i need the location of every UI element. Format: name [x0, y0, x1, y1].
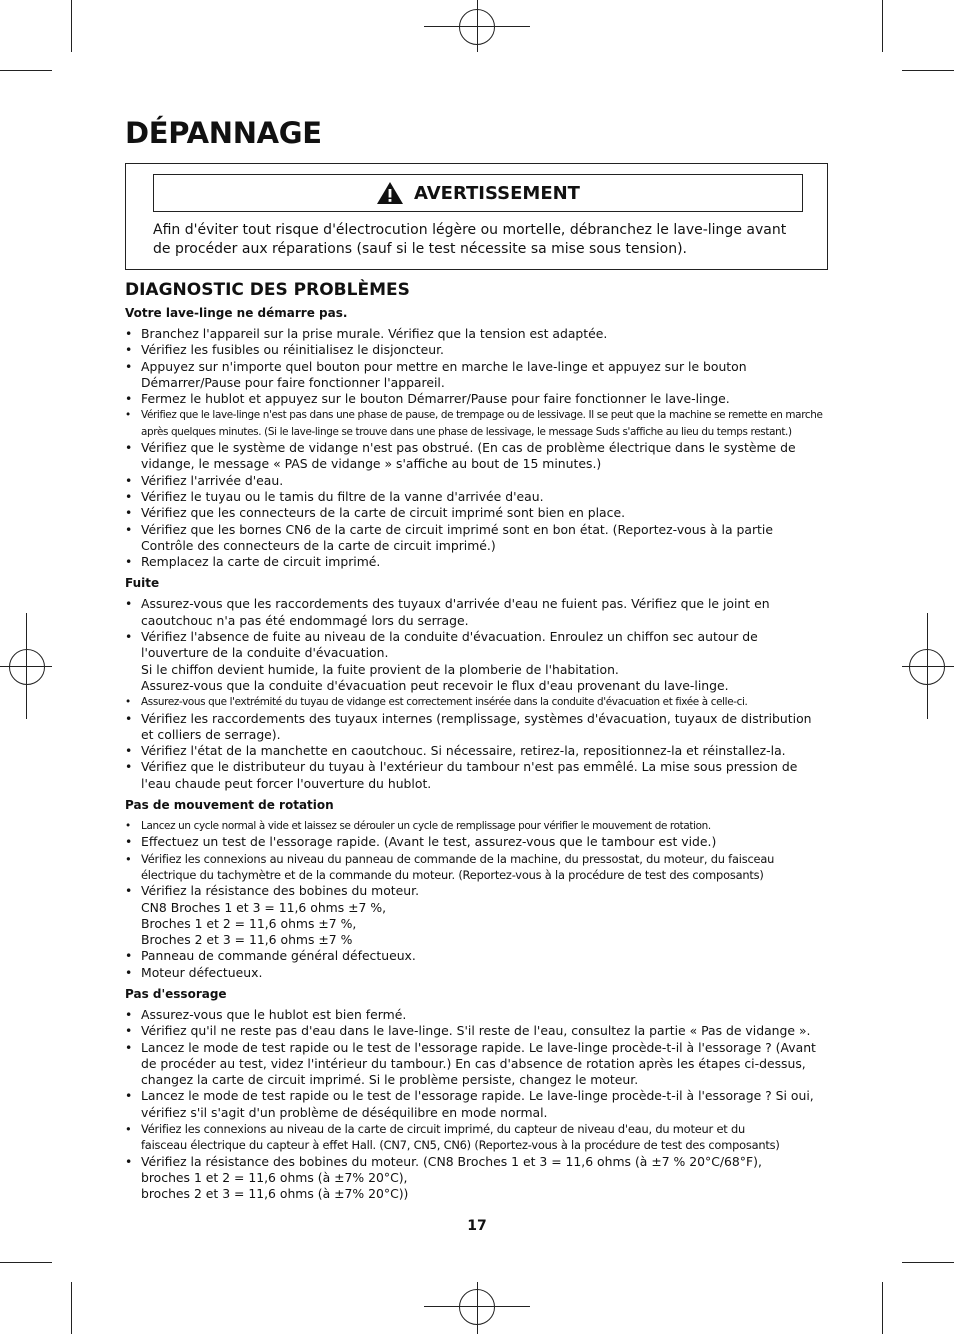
list-item: • Appuyez sur n'importe quel bouton pour mettre en marche le lave-linge et appuyez sur le bouton Démarrer/Pause pour faire fonctionner l'appareil. — [125, 359, 830, 392]
list-item: • Lancez un cycle normal à vide et laissez se dérouler un cycle de remplissage pour vérifier le mouvement de rotation. — [125, 818, 830, 834]
list-item: • Assurez-vous que les raccordements des tuyaux d'arrivée d'eau ne fuient pas. Vérifiez que le joint en caoutchouc n'a pas été endommagé lors du serrage. — [125, 596, 830, 629]
list-item: • Remplacez la carte de circuit imprimé. — [125, 554, 830, 570]
bullet-list — [125, 818, 830, 981]
list-item: • Vérifiez que le distributeur du tuyau à l'extérieur du tambour n'est pas emmêlé. La mise sous pression de l'eau chaude peut forcer l'ouverture du hublot. — [125, 759, 830, 792]
list-item: • Vérifiez que les connecteurs de la carte de circuit imprimé sont bien en place. — [125, 505, 830, 521]
list-item: • Moteur défectueux. — [125, 965, 830, 981]
list-item: • Lancez le mode de test rapide ou le test de l'essorage rapide. Le lave-linge procède-t-il à l'essorage ? (Avant de procéder au test, videz l'intérieur du tambour.) En cas d'absence de rotation après les étapes ci-dessus, changez la carte de circuit imprimé. Si le problème persiste, changez le moteur. — [125, 1040, 830, 1089]
warning-box — [125, 163, 828, 270]
bullet-list — [125, 1007, 830, 1203]
list-item: • Vérifiez la résistance des bobines du moteur. (CN8 Broches 1 et 3 = 11,6 ohms (à ±7 % 20°C/68°F), broches 1 et 2 = 11,6 ohms (à ±7% 20°C), broches 2 et 3 = 11,6 ohms (à ±7% 20°C)) — [125, 1154, 830, 1203]
bullet-list — [125, 596, 830, 792]
list-item: • Vérifiez la résistance des bobines du moteur. CN8 Broches 1 et 3 = 11,6 ohms ±7 %, Broches 1 et 2 = 11,6 ohms ±7 %, Broches 2 et 3 = 11,6 ohms ±7 % — [125, 883, 830, 948]
group-heading: Votre lave-linge ne démarre pas. — [125, 306, 348, 320]
list-item: • Assurez-vous que l'extrémité du tuyau de vidange est correctement insérée dans la conduite d'évacuation et fixée à celle-ci. — [125, 694, 830, 710]
list-item: • Assurez-vous que le hublot est bien fermé. — [125, 1007, 830, 1023]
list-item: • Vérifiez l'état de la manchette en caoutchouc. Si nécessaire, retirez-la, repositionnez-la et réinstallez-la. — [125, 743, 830, 759]
list-item: • Lancez le mode de test rapide ou le test de l'essorage rapide. Le lave-linge procède-t-il à l'essorage ? Si oui, vérifiez s'il s'agit d'un problème de déséquilibre en mode normal. — [125, 1088, 830, 1121]
warning-label: AVERTISSEMENT — [414, 182, 580, 204]
list-item: • Vérifiez qu'il ne reste pas d'eau dans le lave-linge. S'il reste de l'eau, consultez la partie « Pas de vidange ». — [125, 1023, 830, 1039]
list-item: • Vérifiez les connexions au niveau de la carte de circuit imprimé, du capteur de niveau d'eau, du moteur et du faisceau électrique du capteur à effet Hall. (CN7, CN5, CN6) (Reportez-vous à la procédure de test des composants) — [125, 1121, 830, 1154]
group-heading: Fuite — [125, 576, 160, 591]
group-heading: Pas de mouvement de rotation — [125, 798, 334, 813]
warning-header — [153, 174, 803, 212]
list-item: • Vérifiez les fusibles ou réinitialisez le disjoncteur. — [125, 342, 830, 358]
list-item: • Panneau de commande général défectueux. — [125, 948, 830, 964]
troubleshooting-content — [125, 305, 830, 1208]
list-item: • Vérifiez l'absence de fuite au niveau de la conduite d'évacuation. Enroulez un chiffon sec autour de l'ouverture de la conduite d'évacuation. Si le chiffon devient humide, la fuite provient de la plomberie de l'habitation. Assurez-vous que la conduite d'évacuation peut recevoir le flux d'eau provenant du lave-linge. — [125, 629, 830, 694]
warning-triangle-icon — [376, 181, 404, 205]
list-item: • Branchez l'appareil sur la prise murale. Vérifiez que la tension est adaptée. — [125, 326, 830, 342]
list-item: • Vérifiez que le lave-linge n'est pas dans une phase de pause, de trempage ou de lessivage. Il se peut que la machine se remette en marche après quelques minutes. (Si le lave-linge se trouve dans une phase de lessivage, le message Suds s'affiche au lieu du temps restant.) — [125, 407, 830, 440]
list-item: • Vérifiez les raccordements des tuyaux internes (remplissage, systèmes d'évacuation, tuyaux de distribution et colliers de serrage). — [125, 711, 830, 744]
warning-text: Afin d'éviter tout risque d'électrocution légère ou mortelle, débranchez le lave-linge avant de procéder aux réparations (sauf si le test nécessite sa mise sous tension). — [153, 222, 787, 257]
list-item: • Vérifiez l'arrivée d'eau. — [125, 473, 830, 489]
group-heading: Pas d'essorage — [125, 986, 227, 1001]
list-item: • Vérifiez que les bornes CN6 de la carte de circuit imprimé sont en bon état. (Reportez-vous à la partie Contrôle des connecteurs de la carte de circuit imprimé.) — [125, 522, 830, 555]
list-item: • Effectuez un test de l'essorage rapide. (Avant le test, assurez-vous que le tambour est vide.) — [125, 834, 830, 850]
list-item: • Vérifiez le tuyau ou le tamis du filtre de la vanne d'arrivée d'eau. — [125, 489, 830, 505]
list-item: • Vérifiez que le système de vidange n'est pas obstrué. (En cas de problème électrique dans le système de vidange, le message « PAS de vidange » s'affiche au bout de 15 minutes.) — [125, 440, 830, 473]
list-item: • Vérifiez les connexions au niveau du panneau de commande de la machine, du pressostat, du moteur, du faisceau électrique du tachymètre et de la commande du moteur. (Reportez-vous à la procédure de test des composants) — [125, 851, 830, 884]
section-title: DIAGNOSTIC DES PROBLÈMES — [125, 280, 410, 300]
page-title: DÉPANNAGE — [125, 116, 322, 150]
bullet-list — [125, 326, 830, 570]
list-item: • Fermez le hublot et appuyez sur le bouton Démarrer/Pause pour faire fonctionner le lave-linge. — [125, 391, 830, 407]
page-number: 17 — [467, 1218, 487, 1234]
